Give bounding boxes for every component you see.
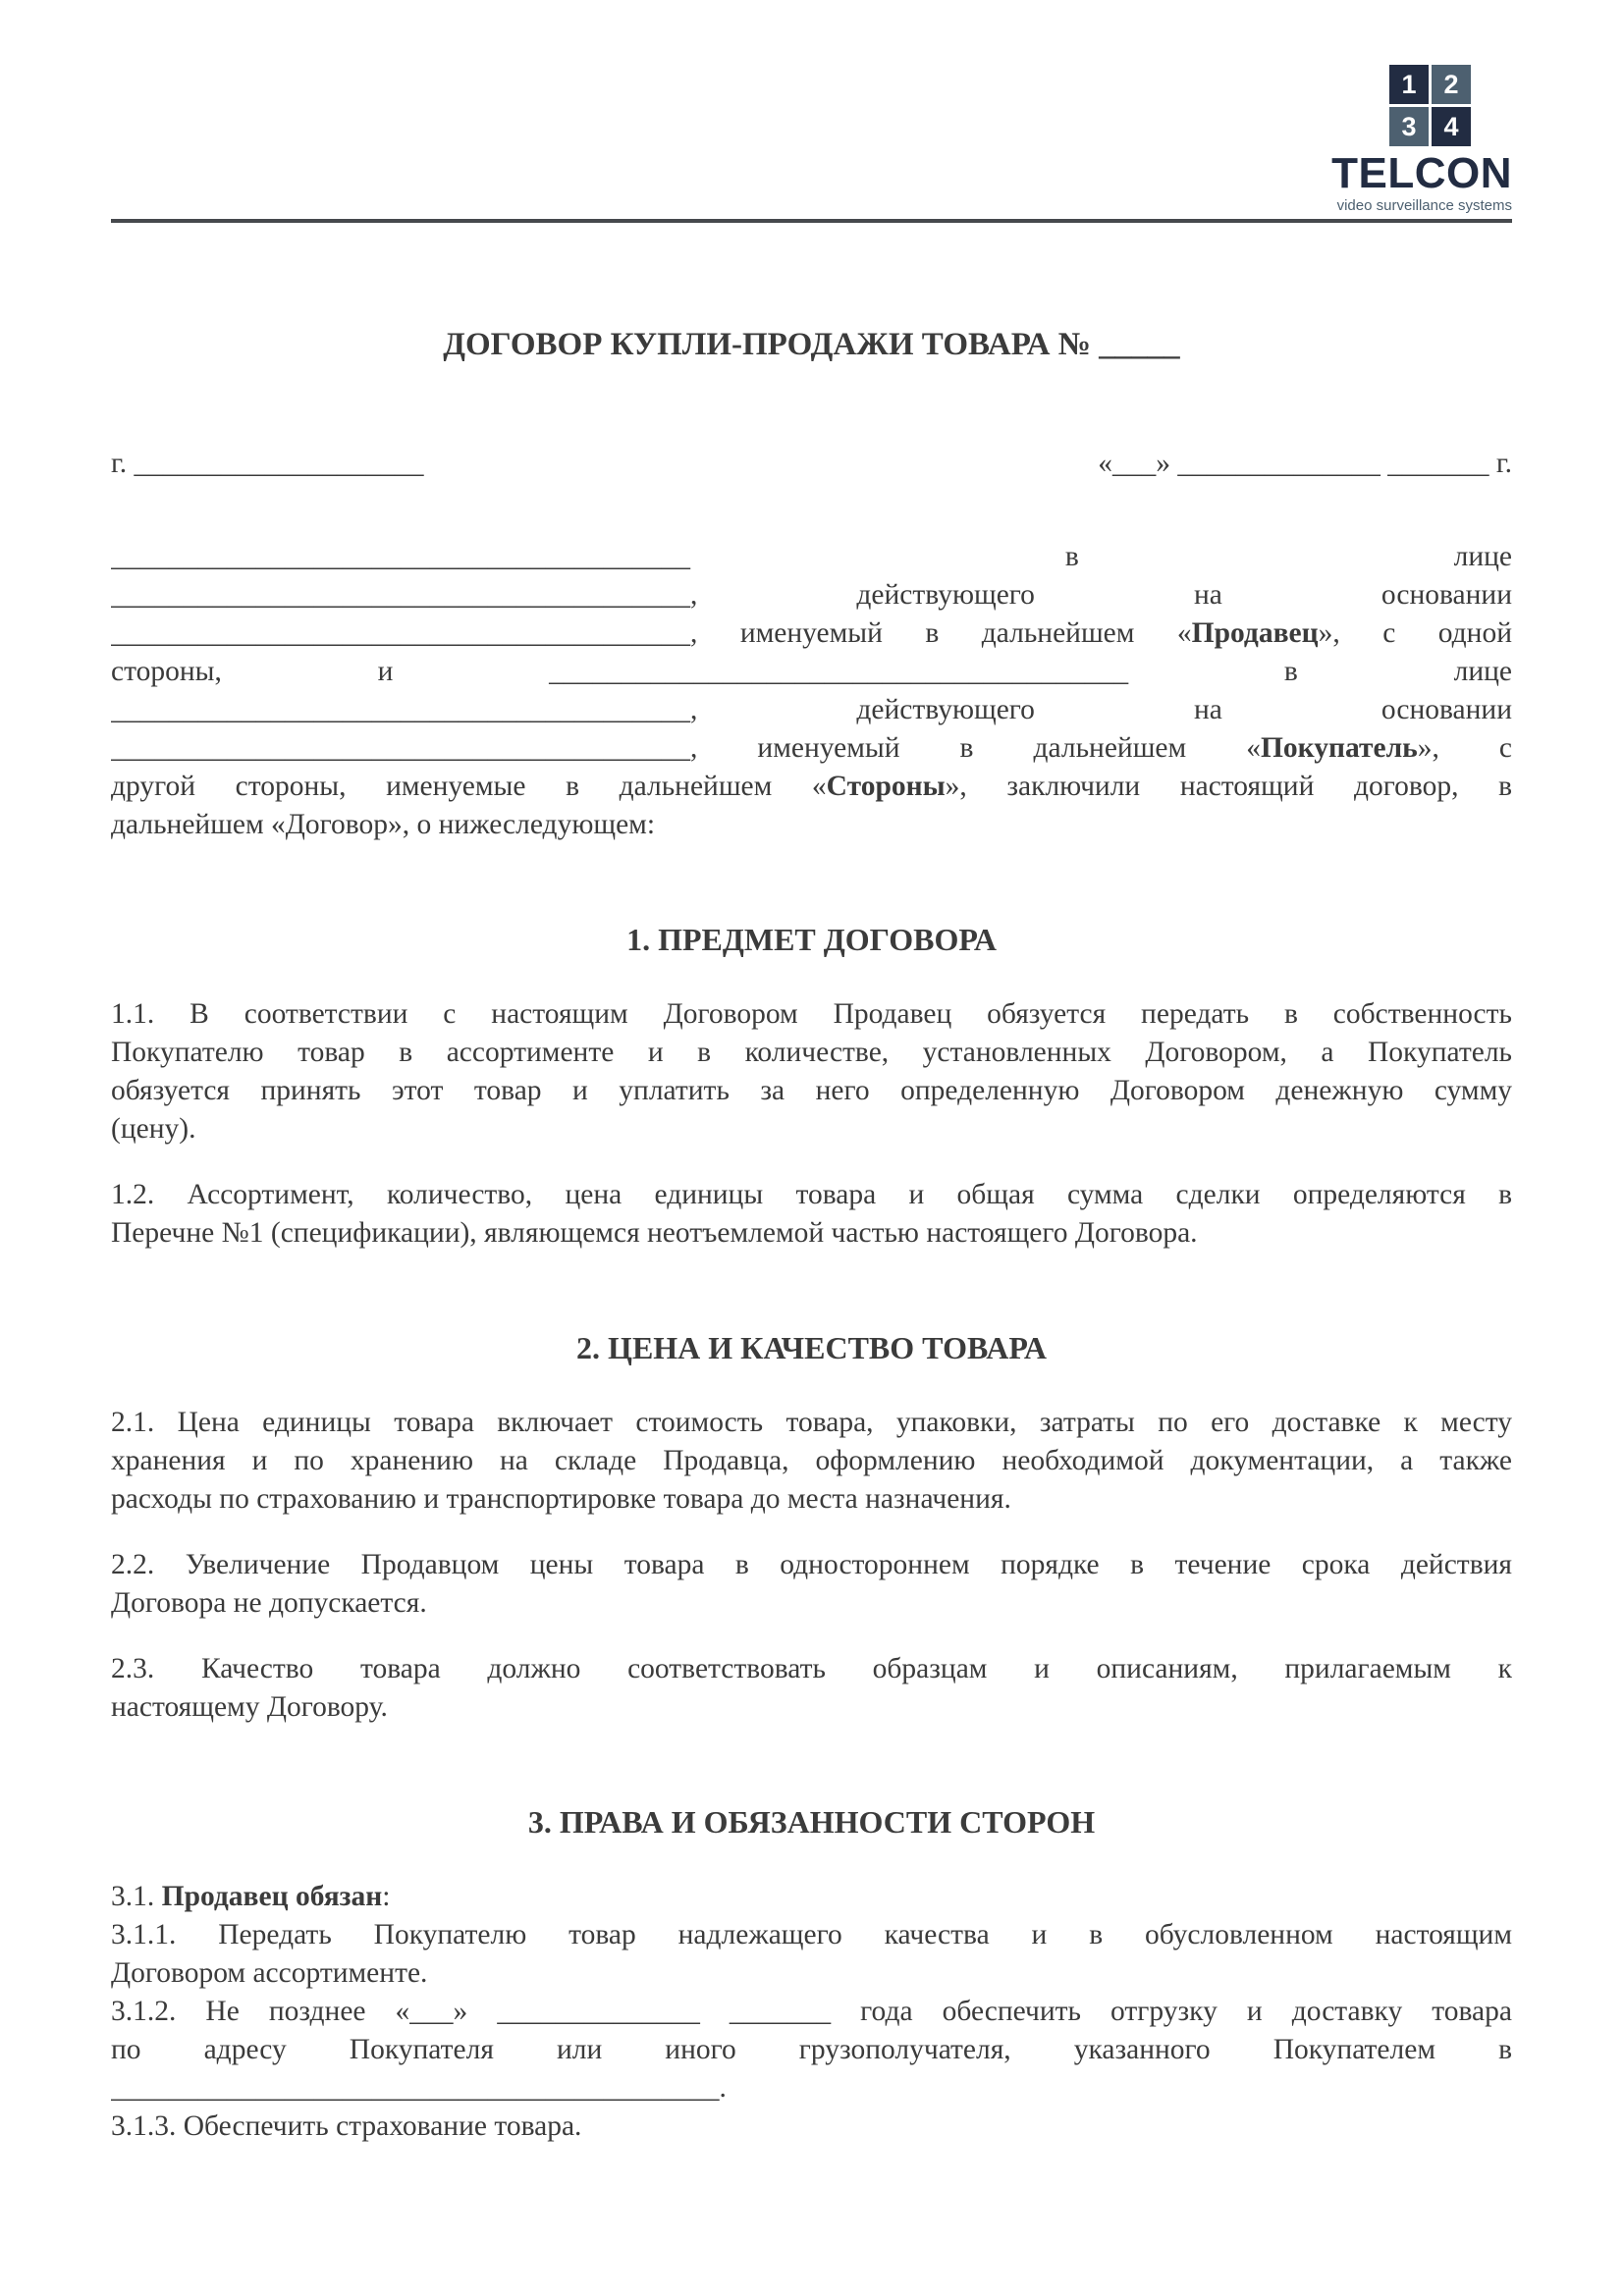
- text-segment: расходы по страхованию и транспортировке товара до места назначения.: [111, 1483, 1011, 1516]
- text-segment: Договора не допускается.: [111, 1587, 427, 1620]
- text-segment: 3.1.3. Обеспечить страхование товара.: [111, 2110, 582, 2143]
- text-line: [111, 2069, 1512, 2108]
- text-segment: хранения и по хранению на складе Продавца, оформлению необходимой документации, а также: [111, 1445, 1512, 1477]
- section-heading: 2. ЦЕНА И КАЧЕСТВО ТОВАРА: [576, 1330, 1047, 1366]
- text-segment: :: [382, 1881, 391, 1913]
- text-segment: 2.3. Качество товара должно соответствовать образцам и описаниям, прилагаемым к: [111, 1653, 1512, 1685]
- bold-text: Покупатель: [1260, 732, 1418, 765]
- bold-text: Стороны: [826, 771, 946, 803]
- text-segment: ________________________________________, именуемый в дальнейшем «: [111, 617, 1192, 650]
- text-line: [111, 768, 1512, 806]
- paragraph: [111, 1546, 1512, 1623]
- bold-text: Продавец: [1191, 617, 1319, 650]
- paragraph: [111, 1916, 1512, 1993]
- text-line: [111, 1954, 1512, 1993]
- text-line: [111, 1214, 1512, 1253]
- text-line: [111, 691, 1512, 729]
- text-line: [111, 1688, 1512, 1727]
- paragraph: [111, 2108, 1512, 2146]
- text-segment: (цену).: [111, 1113, 196, 1146]
- text-line: [111, 2031, 1512, 2069]
- text-line: [111, 576, 1512, 614]
- text-segment: другой стороны, именуемые в дальнейшем «: [111, 771, 827, 803]
- text-line: [111, 729, 1512, 768]
- text-line: [111, 1650, 1512, 1688]
- text-segment: », с одной: [1318, 617, 1512, 650]
- text-line: [111, 1993, 1512, 2031]
- page-header: [111, 0, 1512, 223]
- text-line: [111, 1916, 1512, 1954]
- text-segment: ________________________________________, именуемый в дальнейшем «: [111, 732, 1261, 765]
- text-segment: ________________________________________, действующего на основании: [111, 579, 1512, 612]
- text-line: [111, 1480, 1512, 1519]
- section-heading: 3. ПРАВА И ОБЯЗАННОСТИ СТОРОН: [527, 1804, 1096, 1841]
- text-line: [111, 614, 1512, 653]
- brand-tagline: video surveillance systems: [1336, 197, 1512, 215]
- text-segment: », заключили настоящий договор, в: [945, 771, 1512, 803]
- text-line: [111, 806, 1512, 844]
- bold-text: Продавец обязан: [161, 1881, 383, 1913]
- paragraph: [111, 995, 1512, 1148]
- text-line: [111, 1404, 1512, 1442]
- paragraph: [111, 538, 1512, 844]
- date-field: «___» ______________ _______ г.: [1098, 448, 1512, 480]
- logo-square-2: 2: [1432, 65, 1471, 104]
- text-segment: по адресу Покупателя или иного грузополучателя, указанного Покупателем в: [111, 2034, 1512, 2066]
- text-line: [111, 995, 1512, 1034]
- paragraph: [111, 1404, 1512, 1519]
- text-segment: 3.1.: [111, 1881, 162, 1913]
- text-segment: Покупателю товар в ассортименте и в количестве, установленных Договором, а Покупатель: [111, 1037, 1512, 1069]
- paragraph: [111, 1176, 1512, 1253]
- paragraph: [111, 1650, 1512, 1727]
- paragraph: [111, 1878, 1512, 1916]
- city-field: г. ____________________: [111, 448, 424, 480]
- text-segment: ________________________________________ в лице: [111, 541, 1512, 573]
- text-line: [111, 1072, 1512, 1110]
- text-segment: 2.1. Цена единицы товара включает стоимость товара, упаковки, затраты по его доставке к месту: [111, 1407, 1512, 1439]
- text-segment: 3.1.2. Не позднее «___» ______________ _______ года обеспечить отгрузку и доставку товара: [111, 1996, 1512, 2028]
- text-segment: 1.1. В соответствии с настоящим Договором Продавец обязуется передать в собственность: [111, 998, 1512, 1031]
- text-line: [111, 1176, 1512, 1214]
- text-line: [111, 653, 1512, 691]
- text-line: [111, 538, 1512, 576]
- text-line: [111, 1442, 1512, 1480]
- text-line: [111, 1878, 1512, 1916]
- text-line: [111, 1546, 1512, 1584]
- logo-square-4: 4: [1432, 107, 1471, 146]
- text-line: [111, 1034, 1512, 1072]
- text-segment: Перечне №1 (спецификации), являющемся неотъемлемой частью настоящего Договора.: [111, 1217, 1198, 1250]
- contract-title: ДОГОВОР КУПЛИ-ПРОДАЖИ ТОВАРА № _____: [443, 327, 1180, 363]
- brand-name: TELCON: [1331, 149, 1512, 197]
- logo-grid: [1389, 65, 1471, 146]
- text-segment: 3.1.1. Передать Покупателю товар надлежащего качества и в обусловленном настоящим: [111, 1919, 1512, 1951]
- text-line: [111, 1110, 1512, 1148]
- text-segment: Договором ассортименте.: [111, 1957, 428, 1990]
- text-segment: 2.2. Увеличение Продавцом цены товара в одностороннем порядке в течение срока действия: [111, 1549, 1512, 1581]
- text-segment: обязуется принять этот товар и уплатить за него определенную Договором денежную сумму: [111, 1075, 1512, 1107]
- text-segment: стороны, и ________________________________________ в лице: [111, 656, 1512, 688]
- section-heading: 1. ПРЕДМЕТ ДОГОВОРА: [626, 922, 997, 958]
- paragraph: [111, 1993, 1512, 2108]
- text-line: [111, 2108, 1512, 2146]
- telcon-logo: [111, 65, 1512, 215]
- text-segment: настоящему Договору.: [111, 1691, 388, 1724]
- text-line: [111, 1584, 1512, 1623]
- text-segment: дальнейшем «Договор», о нижеследующем:: [111, 809, 656, 841]
- logo-square-3: 3: [1389, 107, 1429, 146]
- text-segment: 1.2. Ассортимент, количество, цена единицы товара и общая сумма сделки определяются в: [111, 1179, 1512, 1211]
- logo-square-1: 1: [1389, 65, 1429, 104]
- city-date-row: [111, 445, 1512, 483]
- text-segment: ________________________________________, действующего на основании: [111, 694, 1512, 726]
- header-rule: [111, 219, 1512, 223]
- text-segment: », с: [1417, 732, 1512, 765]
- text-segment: __________________________________________.: [111, 2072, 727, 2105]
- document-body: [111, 538, 1512, 2146]
